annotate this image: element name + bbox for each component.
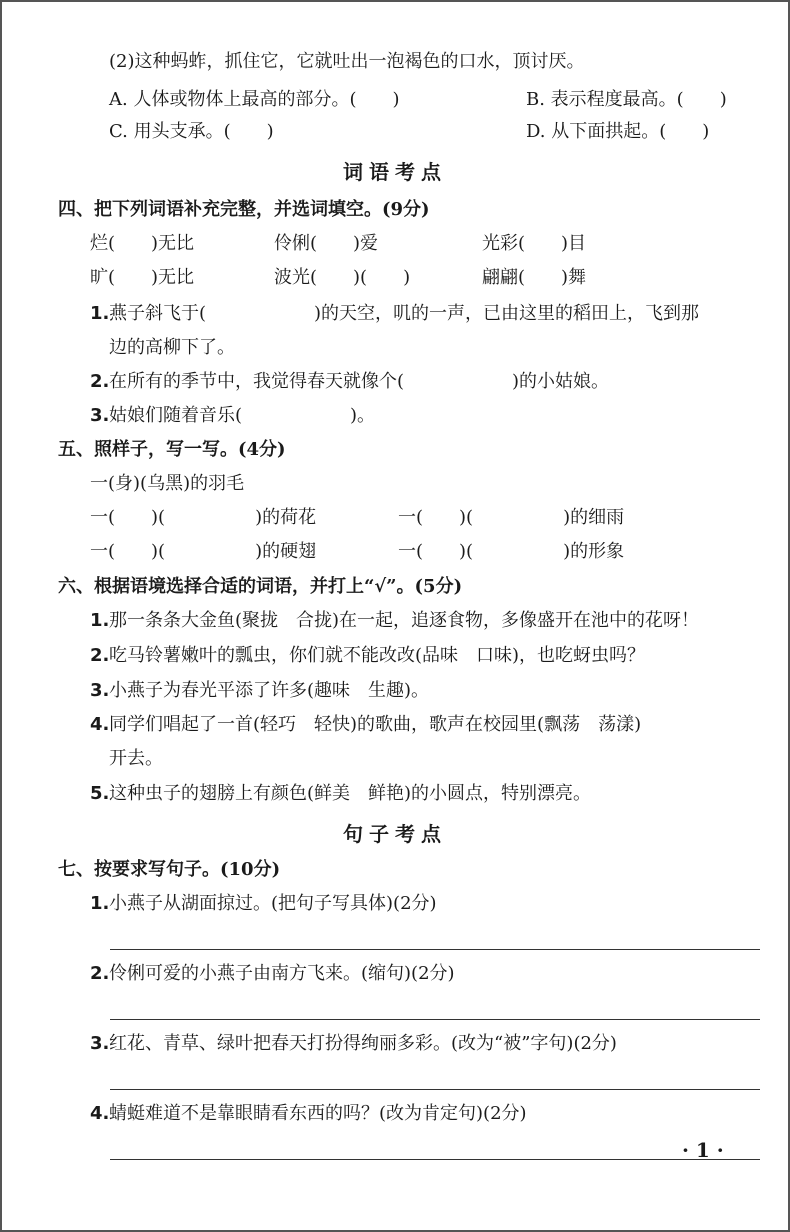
q7-item-2-number: 2. [90,963,110,984]
q7-title: 七、按要求写句子。(10分) [58,859,281,880]
q7-item-3-text: 红花、青草、绿叶把春天打扮得绚丽多彩。(改为“被”字句)(2分) [109,1033,617,1054]
q6-item-5-number: 5. [90,783,110,804]
q7-answer-line-2[interactable] [110,1019,760,1020]
q7-answer-line-3[interactable] [110,1089,760,1090]
q4-item-1-text: 燕子斜飞于( )的天空，叽的一声，已由这里的稻田上，飞到那 [109,303,700,324]
q4-item-3-number: 3. [90,405,110,426]
q6-item-2-text: 吃马铃薯嫩叶的瓢虫，你们就不能改改(品味 口味)，也吃蚜虫吗？ [109,645,646,666]
q5-title: 五、照样子，写一写。(4分) [58,439,286,460]
section-title-words: 词语考点 [343,160,447,184]
q7-item-1-text: 小燕子从湖面掠过。(把句子写具体)(2分) [109,893,437,914]
q3-option-d: D. 从下面拱起。( ) [526,121,710,142]
q7-item-4-text: 蜻蜓难道不是靠眼睛看东西的吗？(改为肯定句)(2分) [109,1103,527,1124]
q3-option-a: A. 人体或物体上最高的部分。( ) [109,89,400,110]
q4-item-2-number: 2. [90,371,110,392]
q7-answer-line-4[interactable] [110,1159,760,1160]
q4-word-5: 波光( )( ) [274,267,411,288]
section-title-sentences: 句子考点 [343,822,447,846]
q4-word-4: 旷( )无比 [90,267,195,288]
q6-title: 六、根据语境选择合适的词语，并打上“√”。(5分) [58,576,463,597]
q7-item-2-text: 伶俐可爱的小燕子由南方飞来。(缩句)(2分) [109,963,455,984]
q4-item-1-text-cont: 边的高柳下了。 [109,337,235,358]
q6-item-3-text: 小燕子为春光平添了许多(趣味 生趣)。 [109,680,430,701]
q4-item-1-number: 1. [90,303,110,324]
q4-item-3-text: 姑娘们随着音乐( )。 [109,405,376,426]
q4-item-2-text: 在所有的季节中，我觉得春天就像个( )的小姑娘。 [109,371,610,392]
q7-answer-line-1[interactable] [110,949,760,950]
q5-blank-4: 一( )( )的形象 [398,541,625,562]
q6-item-2-number: 2. [90,645,110,666]
q4-word-6: 翩翩( )舞 [482,267,587,288]
q7-item-4-number: 4. [90,1103,110,1124]
q5-example: 一(身)(乌黑)的羽毛 [90,473,245,494]
q6-item-5-text: 这种虫子的翅膀上有颜色(鲜美 鲜艳)的小圆点，特别漂亮。 [109,783,592,804]
page-number: · 1 · [682,1138,724,1162]
q5-blank-1: 一( )( )的荷花 [90,507,317,528]
q5-blank-2: 一( )( )的细雨 [398,507,625,528]
q4-word-2: 伶俐( )爱 [274,233,379,254]
q6-item-3-number: 3. [90,680,110,701]
q6-item-1-text: 那一条条大金鱼(聚拢 合拢)在一起，追逐食物，多像盛开在池中的花呀！ [109,610,700,631]
q6-item-4-text-cont: 开去。 [109,748,163,769]
q6-item-4-text: 同学们唱起了一首(轻巧 轻快)的歌曲，歌声在校园里(飘荡 荡漾) [109,714,642,735]
q3-item-2: (2)这种蚂蚱，抓住它，它就吐出一泡褐色的口水，顶讨厌。 [109,51,585,72]
q6-item-4-number: 4. [90,714,110,735]
q6-item-1-number: 1. [90,610,110,631]
q5-blank-3: 一( )( )的硬翅 [90,541,317,562]
q4-title: 四、把下列词语补充完整，并选词填空。(9分) [58,199,430,220]
q7-item-3-number: 3. [90,1033,110,1054]
q4-word-3: 光彩( )目 [482,233,587,254]
q7-item-1-number: 1. [90,893,110,914]
q3-option-c: C. 用头支承。( ) [109,121,274,142]
q3-option-b: B. 表示程度最高。( ) [526,89,727,110]
q4-word-1: 烂( )无比 [90,233,195,254]
